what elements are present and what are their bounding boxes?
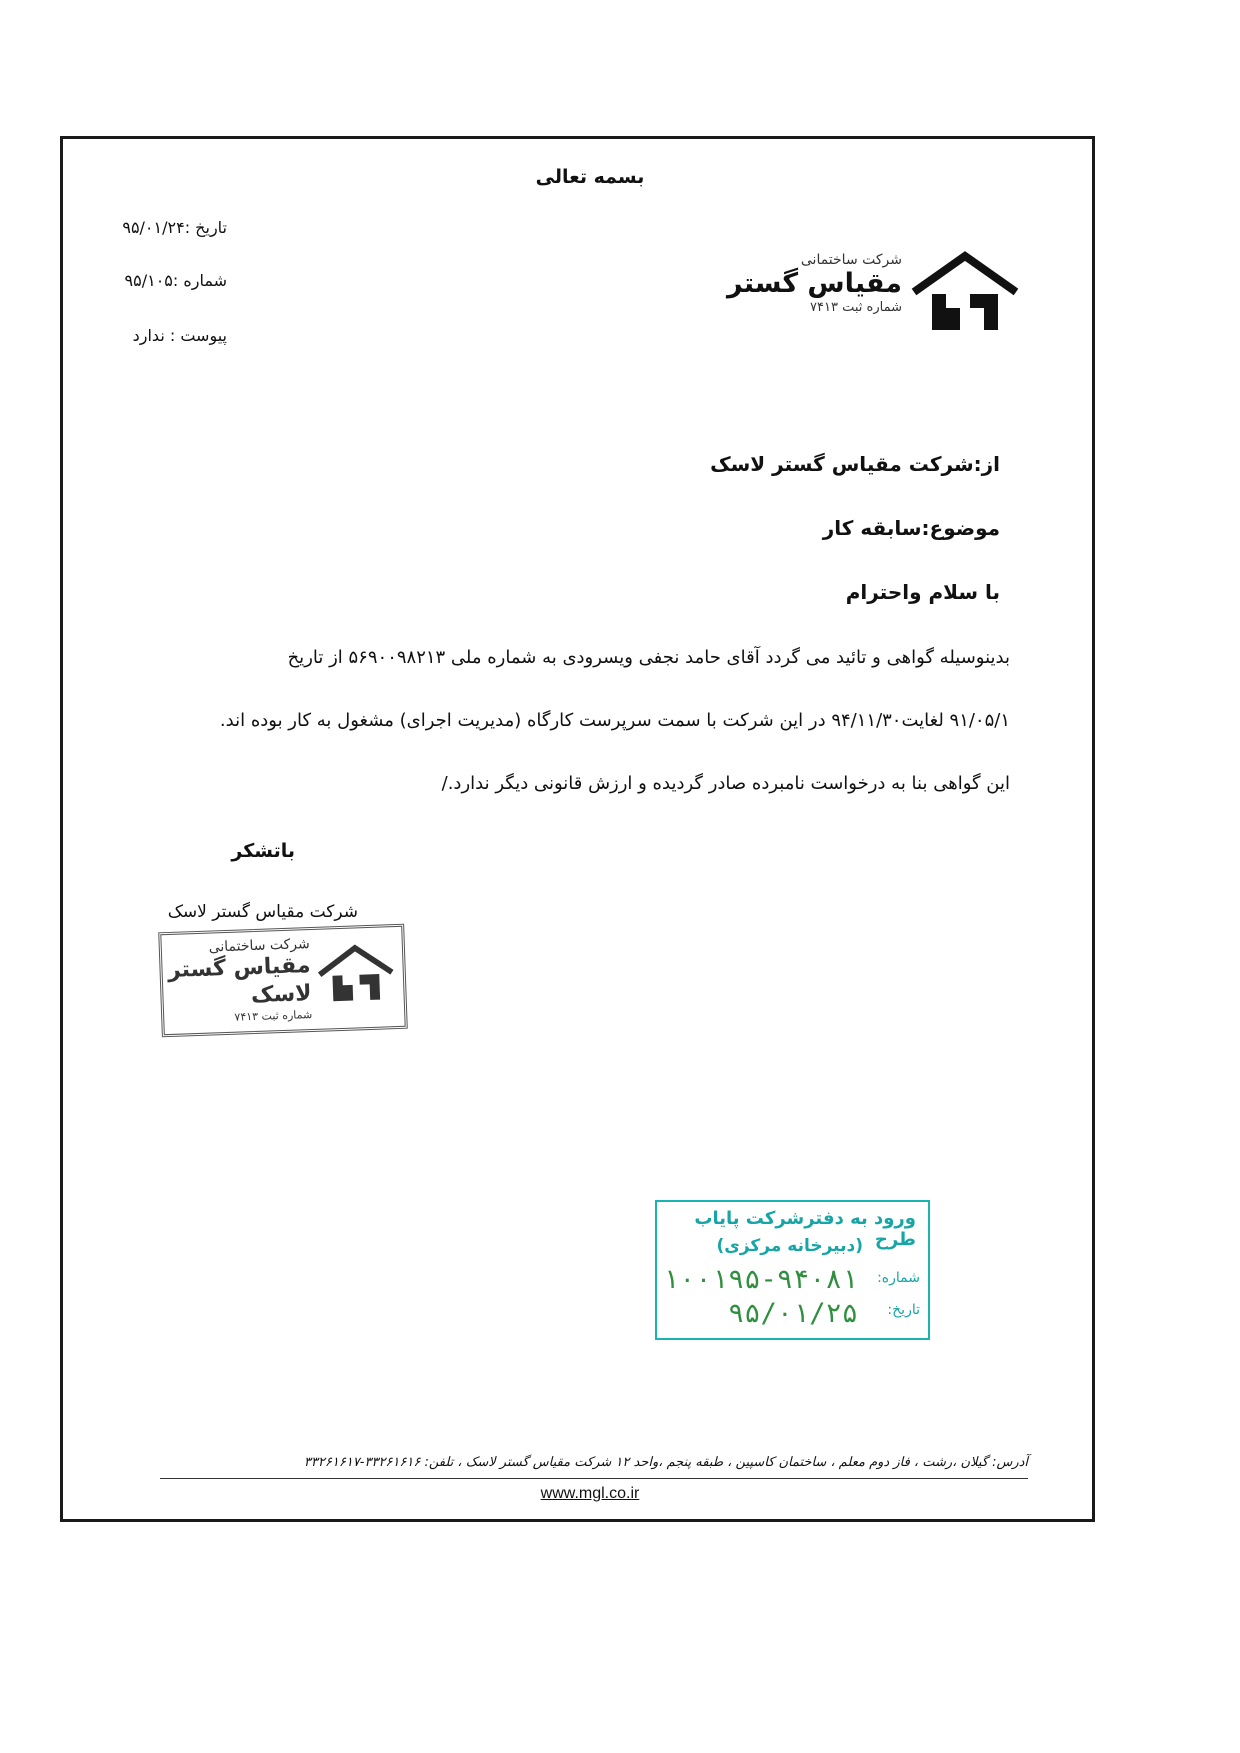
- stamp-logo-icon: [316, 937, 396, 1010]
- letterhead-company-name: مقیاس گستر: [727, 268, 902, 299]
- footer-divider: [160, 1478, 1028, 1479]
- attachment-line: پیوست : ندارد: [132, 326, 227, 345]
- footer-address: آدرس: گیلان ،رشت ، فاز دوم معلم ، ساختمان کاسپین ، طبقه پنجم ،واحد ۱۲ شرکت مقیاس گستر لاسک ، تلفن: ۳۳۲۶۱۶۱۶-۳۳۲۶۱۶۱۷: [303, 1455, 1028, 1470]
- receipt-stamp-subtitle: (دبیرخانه مرکزی): [716, 1236, 863, 1256]
- receipt-number-label: شماره:: [877, 1270, 920, 1286]
- subject-line: موضوع:سابقه کار: [822, 516, 1000, 540]
- footer-website-link[interactable]: www.mgl.co.ir: [540, 1485, 640, 1502]
- paragraph-line-3: این گواهی بنا به درخواست نامبرده صادر گردیده و ارزش قانونی دیگر ندارد./: [441, 773, 1010, 794]
- letterhead-registration: شماره ثبت ۷۴۱۳: [810, 300, 902, 315]
- receipt-date-label: تاریخ:: [887, 1302, 920, 1318]
- receipt-number-value: ۱۰۰۱۹۵-۹۴۰۸۱: [662, 1264, 858, 1295]
- letterhead-small-text: شرکت ساختمانی: [800, 252, 902, 268]
- receipt-stamp: [655, 1200, 930, 1340]
- receipt-stamp-title: ورود به دفترشرکت پایاب طرح: [694, 1208, 916, 1250]
- paragraph-line-1: بدینوسیله گواهی و تائید می گردد آقای حامد نجفی ویسرودی به شماره ملی ۵۶۹۰۰۹۸۲۱۳ از تاریخ: [287, 647, 1010, 668]
- company-stamp: [158, 924, 408, 1038]
- letter-heading: بسمه تعالی: [535, 166, 645, 188]
- signature-company: شرکت مقیاس گستر لاسک: [167, 902, 358, 922]
- from-line: از:شرکت مقیاس گستر لاسک: [710, 452, 1000, 476]
- stamp-registration: شماره ثبت ۷۴۱۳: [234, 1008, 313, 1024]
- date-line: تاریخ :۹۵/۰۱/۲۴: [122, 218, 227, 237]
- number-line: شماره :۹۵/۱۰۵: [124, 271, 227, 290]
- receipt-date-value: ۹۵/۰۱/۲۵: [727, 1298, 858, 1329]
- paragraph-line-2: ۹۱/۰۵/۱ لغایت۹۴/۱۱/۳۰ در این شرکت با سمت سرپرست کارگاه (مدیریت اجرای) مشغول به کار بوده اند.: [219, 710, 1010, 731]
- stamp-small-text: شرکت ساختمانی: [208, 936, 311, 956]
- thanks-line: باتشکر: [231, 840, 295, 862]
- company-logo-icon: [910, 250, 1020, 334]
- company-letterhead: [690, 250, 1020, 340]
- greeting-line: با سلام واحترام: [845, 580, 1000, 604]
- stamp-company-name: مقیاس گستر لاسک: [167, 953, 312, 1009]
